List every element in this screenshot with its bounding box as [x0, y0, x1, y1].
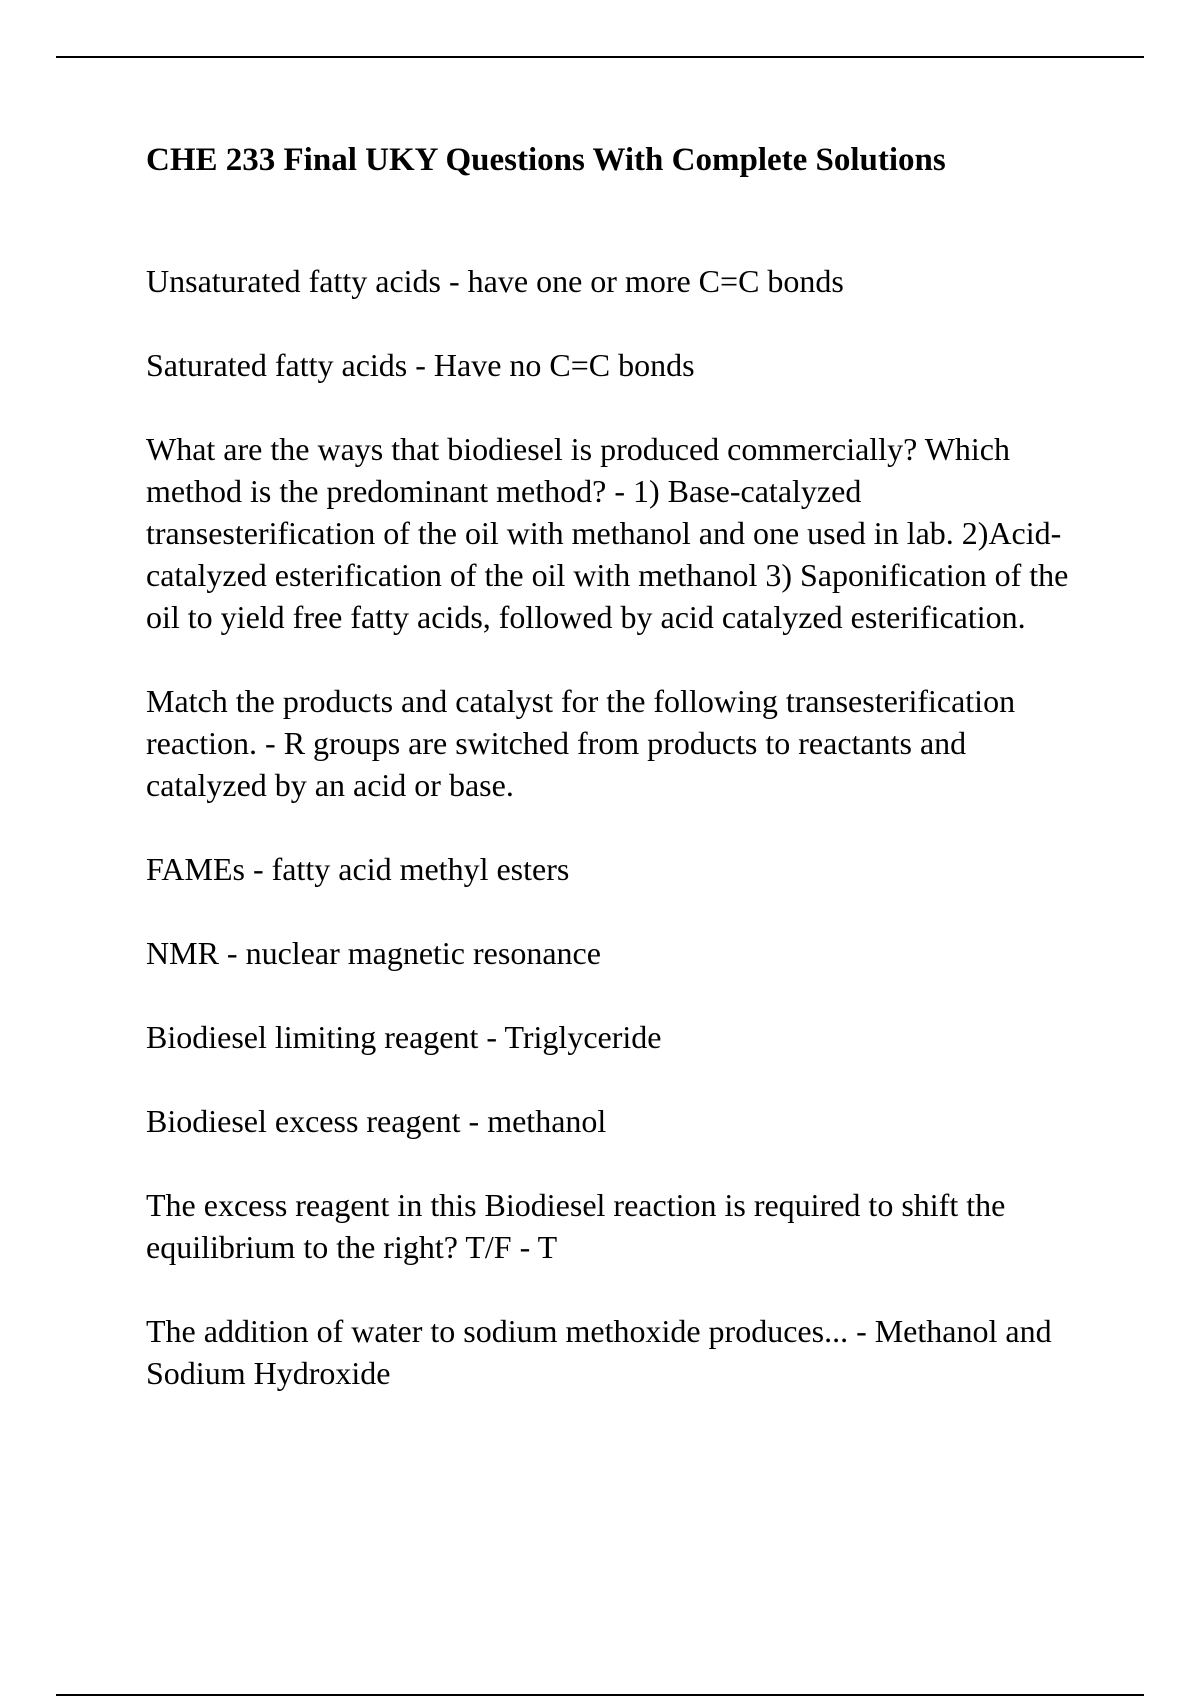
bottom-divider [56, 1694, 1144, 1696]
qa-item: Match the products and catalyst for the following transesterification reaction. - R groups are switched from products to reactants and catalyzed by an acid or base. [146, 683, 1016, 803]
qa-item: Biodiesel excess reagent - methanol [146, 1103, 607, 1139]
document-body [146, 140, 1086, 1436]
qa-item: The addition of water to sodium methoxide produces... - Methanol and Sodium Hydroxide [146, 1313, 1052, 1391]
top-divider [56, 56, 1144, 58]
qa-item: Saturated fatty acids - Have no C=C bonds [146, 347, 695, 383]
qa-item: NMR - nuclear magnetic resonance [146, 935, 601, 971]
qa-item: What are the ways that biodiesel is produced commercially? Which method is the predominant method? - 1) Base-catalyzed transesterification of the oil with methanol and one used in lab. 2)Acid-catalyzed esterification of the oil with methanol 3) Saponification of the oil to yield free fatty acids, followed by acid catalyzed esterification. [146, 431, 1069, 635]
qa-item: Unsaturated fatty acids - have one or more C=C bonds [146, 263, 844, 299]
qa-item: The excess reagent in this Biodiesel reaction is required to shift the equilibrium to the right? T/F - T [146, 1187, 1006, 1265]
document-title: CHE 233 Final UKY Questions With Complete Solutions [146, 142, 946, 178]
qa-item: FAMEs - fatty acid methyl esters [146, 851, 570, 887]
qa-list [146, 260, 1086, 1394]
qa-item: Biodiesel limiting reagent - Triglyceride [146, 1019, 662, 1055]
